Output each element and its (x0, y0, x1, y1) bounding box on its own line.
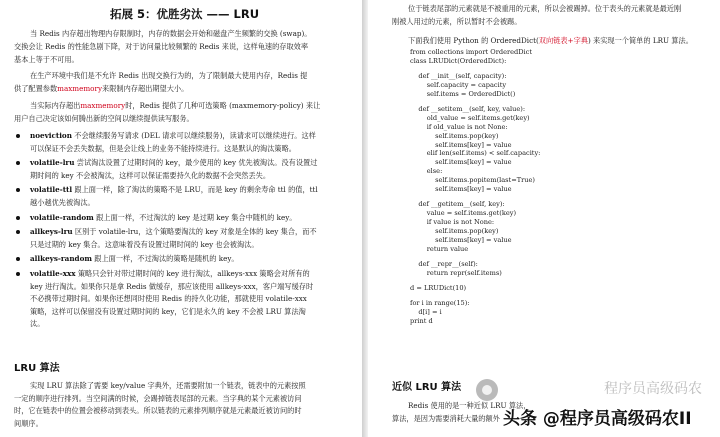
code-line: self.items.pop(key) (410, 226, 499, 235)
bullet-term: allkeys-random (30, 254, 92, 264)
impl-text: ) 来实现一个简单的 LRU 算法。 (587, 36, 693, 45)
top-text-line: 位于链表尾部的元素就是不被重用的元素，所以会被踢掉。位于表头的元素就是最近刚 (408, 4, 682, 13)
bullet-dot (16, 230, 20, 234)
page-title: 拓展 5：优胜劣汰 —— LRU (110, 7, 260, 21)
bullet-text: 跟上面一样，不过淘汰的 key 是过期 key 集合中随机的 key。 (96, 212, 297, 222)
code-line: def __init__(self, capacity): (410, 72, 507, 80)
bullet-line (30, 131, 316, 140)
bullet-text: 不必携带过期时间。如果你还想同时使用 Redis 的持久化功能，那就使用 volatile-xxx (30, 294, 307, 304)
bullet-text: 不会继续服务写请求 (DEL 请求可以继续服务)，读请求可以继续进行。这样 (74, 131, 316, 140)
code-line: def __setitem__(self, key, value): (410, 104, 526, 113)
bullet-term: volatile-lru (30, 158, 75, 168)
approx-paragraph-line: Redis 使用的是一种近似 LRU 算法， (408, 401, 531, 410)
highlight-maxmemory: maxmemory (80, 101, 126, 110)
code-line: if old_value is not None: (410, 122, 508, 131)
bullet-line (30, 282, 313, 291)
section-heading-approx-lru: 近似 LRU 算法 (392, 382, 462, 393)
code-line: return value (410, 244, 469, 253)
paragraph-line: 在生产环境中我们是不允许 Redis 出现交换行为的，为了限制最大使用内存，Redis 提 (30, 71, 308, 80)
bullet-line (30, 158, 317, 167)
bullet-text: 尝试淘汰设置了过期时间的 key，最少使用的 key 优先被淘汰。没有设置过 (76, 158, 318, 168)
intro-line: 基本上等于不可用。 (14, 55, 79, 64)
bullet-text: 策略只会针对带过期时间的 key 进行淘汰，allkeys-xxx 策略会对所有的 (77, 269, 310, 278)
top-text-line: 刚被人用过的元素，所以暂时不会被踢。 (392, 16, 522, 26)
paragraph-text: 供了配置参数 (14, 84, 58, 93)
bullet-text: 策略，这样可以保留没有设置过期时间的 key，它们是永久的 key 不会被 LRU 算法淘 (30, 306, 306, 316)
bullet-term: noeviction (30, 131, 72, 140)
bullet-line (30, 254, 239, 263)
intro-line: 交换会让 Redis 的性能急剧下降，对于访问量比较频繁的 Redis 来说，这样龟速的存取效率 (14, 42, 309, 51)
paragraph-text: 当实际内存超出 (30, 101, 81, 110)
bullet-text: 跟上面一样，除了淘汰的策略不是 LRU，而是 key 的剩余寿命 ttl 的值，ttl (74, 185, 318, 195)
bullet-line (30, 294, 307, 303)
code-line: self.items.popitem(last=True) (410, 176, 536, 185)
impl-highlight: 双向链表+字典 (538, 36, 588, 45)
lru-paragraph-line: 时，它在链表中的位置会被移动到表头。所以链表的元素排列顺序就是元素最近被访问的时 (14, 406, 302, 416)
bullet-text: 可以保证不会丢失数据，但是会让线上的业务不能持续进行。这是默认的淘汰策略。 (30, 143, 296, 153)
code-line: def __getitem__(self, key): (410, 200, 505, 209)
bullet-dot (16, 216, 20, 220)
highlight-maxmemory: maxmemory (57, 84, 103, 93)
code-line: return repr(self.items) (410, 268, 502, 277)
paragraph-line (14, 84, 188, 93)
bullet-text: 越小越优先被淘汰。 (30, 198, 95, 207)
bullet-line (30, 144, 296, 153)
bullet-term: allkeys-lru (30, 227, 73, 237)
code-line: self.items.pop(key) (410, 131, 499, 140)
code-line: def __repr__(self): (410, 259, 478, 268)
impl-text: 下面我们使用 Python 的 OrderedDict( (408, 36, 539, 45)
bullet-text: 区别于 volatile-lru，这个策略要淘汰的 key 对象是全体的 key 集合，而不 (74, 227, 317, 237)
lru-paragraph-line: 实现 LRU 算法除了需要 key/value 字典外，还需要附加一个链表，链表中的元素按照 (30, 381, 306, 390)
code-line: elif len(self.items) < self.capacity: (410, 149, 541, 158)
code-line: self.items = OrderedDict() (410, 89, 516, 98)
bullet-line (30, 198, 95, 207)
bullet-dot (16, 188, 20, 192)
bullet-text: 期时间的 key 不会被淘汰，这样可以保证需要持久化的数据不会突然丢失。 (30, 170, 271, 180)
code-line: self.capacity = capacity (410, 80, 507, 89)
paragraph-line (30, 101, 320, 110)
watermark-logo-icon (476, 379, 498, 401)
paragraph-line: 用户自己决定该如何腾出新的空间以继续提供读写服务。 (14, 114, 194, 123)
code-line: self.items[key] = value (410, 140, 512, 149)
code-line: class LRUDict(OrderedDict): (410, 56, 507, 65)
bullet-text: 只是过期的 key 集合。这意味着没有设置过期时间的 key 也会被淘汰。 (30, 239, 259, 249)
code-line: from collections import OrderedDict (410, 48, 532, 56)
bullet-line (30, 227, 317, 236)
bullet-line (30, 269, 310, 278)
paragraph-text: 来限制内存超出期望大小。 (102, 84, 189, 93)
code-line: self.items[key] = value (410, 185, 512, 193)
code-line: for i in range(15): (410, 298, 470, 307)
intro-line: 当 Redis 内存超出物理内存限制时，内存的数据会开始和磁盘产生频繁的交换 (swap)。 (30, 29, 312, 38)
bullet-line (30, 185, 318, 194)
watermark-bottom-text: 头条 @程序员高级码农II (503, 409, 692, 429)
bullet-term: volatile-xxx (30, 269, 76, 278)
bullet-text: 汰。 (30, 319, 45, 329)
code-line: old_value = self.items.get(key) (410, 113, 530, 122)
code-line: if value is not None: (410, 217, 495, 226)
section-heading-lru: LRU 算法 (14, 363, 60, 374)
bullet-term: volatile-random (30, 212, 94, 222)
lru-paragraph-line: 一定的顺序进行排列。当空间满的时候，会踢掉链表尾部的元素。当字典的某个元素被访问 (14, 393, 302, 403)
code-line: d = LRUDict(10) (410, 283, 467, 292)
bullet-line (30, 307, 306, 316)
bullet-dot (16, 134, 20, 138)
bullet-text: 跟上面一样，不过淘汰的策略是随机的 key。 (94, 254, 239, 264)
code-line: value = self.items.get(key) (410, 209, 517, 217)
code-line: self.items[key] = value (410, 235, 512, 244)
bullet-dot (16, 257, 20, 261)
code-line: d[i] = i (410, 307, 442, 316)
bullet-line (30, 240, 259, 249)
impl-line (408, 36, 693, 45)
lru-paragraph-line: 间顺序。 (14, 418, 43, 428)
watermark-top-text: 程序员高级码农 (604, 381, 702, 397)
code-line: self.items[key] = value (410, 158, 512, 167)
right-page (368, 0, 720, 437)
bullet-line (30, 171, 270, 180)
code-line: else: (410, 167, 443, 176)
bullet-text: key 进行淘汰。如果你只是拿 Redis 做缓存，那应该使用 allkeys-xxx，客户端写缓存时 (30, 281, 314, 291)
approx-paragraph-line: 算法，是因为需要消耗大量的额外 (392, 414, 500, 423)
bullet-line (30, 213, 296, 222)
bullet-term: volatile-ttl (30, 185, 73, 195)
bullet-line (30, 319, 44, 328)
bullet-dot (16, 161, 20, 165)
paragraph-text: 时，Redis 提供了几种可选策略 (maxmemory-policy) 来让 (125, 101, 321, 110)
bullet-dot (16, 272, 20, 276)
code-line: print d (410, 316, 433, 325)
